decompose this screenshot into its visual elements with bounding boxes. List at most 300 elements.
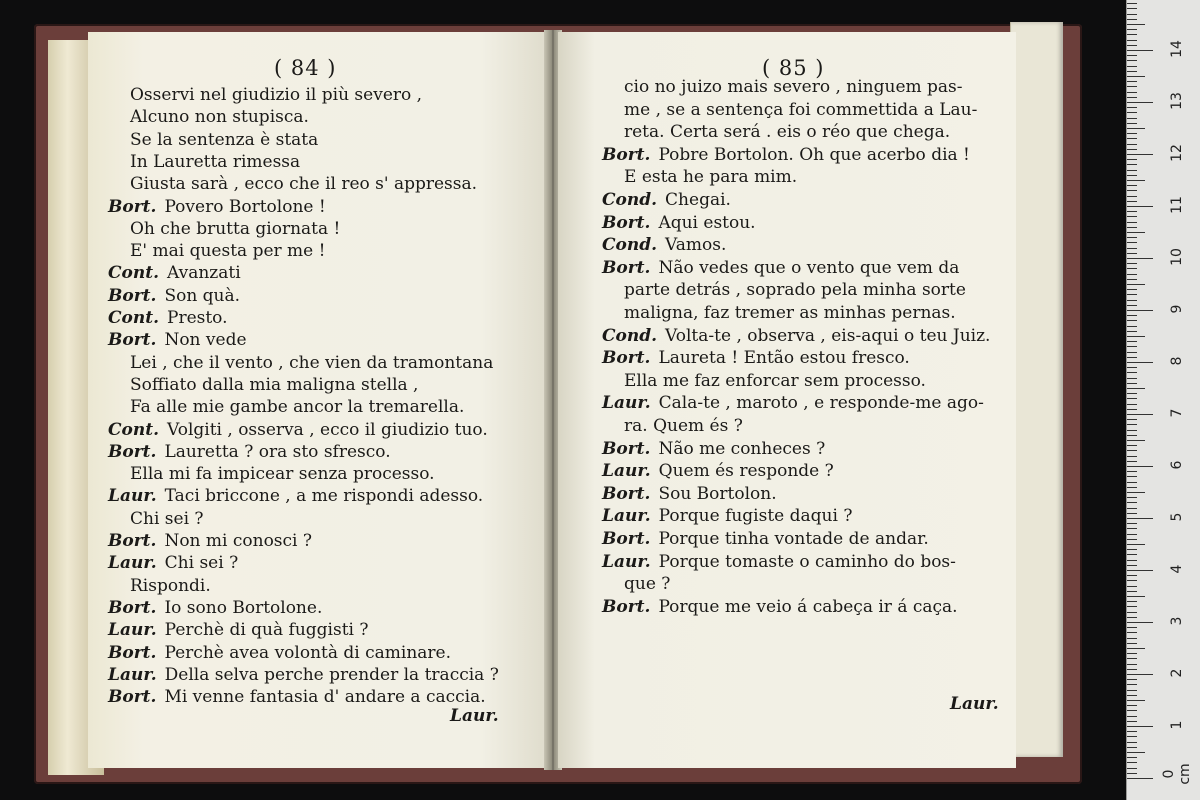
- ruler-tick: [1127, 612, 1137, 613]
- line-text: Chi sei ?: [164, 553, 239, 574]
- ruler-tick: [1127, 606, 1137, 607]
- ruler-tick: [1127, 34, 1137, 35]
- ruler-tick: [1127, 664, 1137, 665]
- ruler-tick: [1127, 112, 1137, 113]
- ruler-tick: [1127, 185, 1137, 186]
- line-text: Pobre Bortolon. Oh que acerbo dia !: [658, 144, 970, 165]
- line-text: Son quà.: [164, 285, 241, 306]
- line-text: Chegai.: [665, 190, 731, 210]
- speaker-label: Bort.: [602, 257, 651, 278]
- speaker-label: Cond.: [602, 235, 658, 256]
- line-text: Laureta ! Então estou fresco.: [658, 348, 910, 369]
- ruler-tick: [1127, 513, 1137, 514]
- text-line: [108, 530, 312, 552]
- line-text: Non vede: [164, 330, 247, 351]
- line-text: Ella mi fa impicear senza processo.: [130, 464, 435, 485]
- text-line: [108, 642, 451, 664]
- text-line: [130, 218, 340, 240]
- speaker-label: Laur.: [602, 506, 651, 527]
- line-text: Cala-te , maroto , e responde-me ago-: [658, 393, 984, 414]
- ruler-number: 2: [1169, 668, 1185, 678]
- text-line: [602, 325, 990, 347]
- speaker-label: Bort.: [602, 212, 651, 233]
- ruler-tick: [1127, 466, 1153, 467]
- text-line: [602, 505, 852, 527]
- line-text: Rispondi.: [130, 575, 211, 596]
- text-line: [130, 173, 477, 195]
- ruler-tick: [1127, 24, 1145, 25]
- ruler-tick: [1127, 289, 1137, 290]
- right-page-number: ( 85 ): [762, 56, 825, 80]
- speaker-label: Bort.: [108, 531, 157, 551]
- speaker-label: Laur.: [108, 620, 157, 641]
- text-line: [602, 392, 984, 414]
- text-line: [624, 76, 963, 98]
- text-line: [108, 262, 241, 284]
- ruler-tick: [1127, 159, 1137, 160]
- ruler-tick: [1127, 409, 1137, 410]
- ruler-tick: [1127, 133, 1137, 134]
- ruler-tick: [1127, 310, 1153, 311]
- line-text: Osservi nel giudizio il più severo ,: [130, 85, 423, 105]
- ruler-tick: [1127, 419, 1137, 420]
- ruler-tick: [1127, 253, 1137, 254]
- line-text: Volgiti , osserva , ecco il giudizio tuo.: [167, 419, 488, 440]
- ruler-tick: [1127, 768, 1137, 769]
- line-text: cio no juizo mais severo , ninguem pas-: [624, 77, 963, 97]
- text-line: [602, 528, 929, 550]
- ruler-number: 1: [1169, 720, 1185, 730]
- text-line: [108, 664, 499, 686]
- ruler-tick: [1127, 102, 1153, 103]
- ruler-tick: [1127, 482, 1137, 483]
- ruler-tick: [1127, 144, 1137, 145]
- speaker-label: Bort.: [602, 529, 651, 549]
- ruler-tick: [1127, 747, 1137, 748]
- line-text: E' mai questa per me !: [130, 241, 326, 262]
- ruler-tick: [1127, 643, 1137, 644]
- ruler-tick: [1127, 658, 1137, 659]
- text-line: [602, 189, 731, 211]
- ruler-tick: [1127, 690, 1137, 691]
- ruler-tick: [1127, 320, 1137, 321]
- ruler-tick: [1127, 762, 1137, 763]
- line-text: Sou Bortolon.: [658, 483, 777, 504]
- text-line: [130, 84, 422, 106]
- ruler-tick: [1127, 92, 1137, 93]
- line-text: Presto.: [167, 308, 228, 328]
- speaker-label: Bort.: [108, 330, 157, 351]
- ruler-tick: [1127, 284, 1145, 285]
- text-line: [130, 240, 325, 262]
- ruler-tick: [1127, 14, 1137, 15]
- ruler-tick: [1127, 86, 1137, 87]
- ruler-tick: [1127, 315, 1137, 316]
- left-catchword: Laur.: [450, 706, 499, 726]
- ruler-tick: [1127, 336, 1145, 337]
- ruler-tick: [1127, 638, 1137, 639]
- text-line: [108, 419, 488, 441]
- text-line: [108, 307, 228, 329]
- ruler-tick: [1127, 669, 1137, 670]
- ruler-tick: [1127, 560, 1137, 561]
- ruler-tick: [1127, 502, 1137, 503]
- ruler-tick: [1127, 331, 1137, 332]
- ruler-tick: [1127, 497, 1137, 498]
- ruler-number: 12: [1169, 144, 1185, 162]
- text-line: [602, 483, 777, 505]
- ruler-number: 5: [1169, 512, 1185, 522]
- line-text: In Lauretta rimessa: [130, 151, 301, 172]
- text-line: [108, 619, 369, 641]
- ruler-number: 7: [1169, 408, 1185, 418]
- ruler-tick: [1127, 71, 1137, 72]
- ruler-tick: [1127, 352, 1137, 353]
- text-line: [108, 485, 483, 507]
- ruler-tick: [1127, 508, 1137, 509]
- ruler-number: 9: [1169, 304, 1185, 314]
- ruler-tick: [1127, 565, 1137, 566]
- text-line: [130, 508, 204, 530]
- text-line: [602, 551, 956, 573]
- ruler-tick: [1127, 404, 1137, 405]
- ruler-tick: [1127, 586, 1137, 587]
- ruler-tick: [1127, 8, 1137, 9]
- text-line: [624, 415, 743, 437]
- line-text: Volta-te , observa , eis-aqui o teu Juiz.: [665, 325, 991, 346]
- speaker-label: Bort.: [602, 348, 651, 369]
- ruler-tick: [1127, 721, 1137, 722]
- line-text: Non mi conosci ?: [164, 531, 313, 551]
- ruler-tick: [1127, 45, 1137, 46]
- line-text: que ?: [624, 574, 671, 595]
- ruler-tick: [1127, 684, 1137, 685]
- speaker-label: Cont.: [108, 419, 159, 440]
- ruler-tick: [1127, 305, 1137, 306]
- ruler-tick: [1127, 544, 1145, 545]
- ruler-tick: [1127, 716, 1137, 717]
- speaker-label: Bort.: [108, 285, 157, 306]
- line-text: reta. Certa será . eis o réo que chega.: [624, 122, 951, 143]
- ruler-tick: [1127, 492, 1145, 493]
- ruler-tick: [1127, 648, 1145, 649]
- line-text: Lei , che il vento , che vien da tramontana: [130, 352, 494, 373]
- ruler-number: 6: [1169, 460, 1185, 470]
- ruler-tick: [1127, 414, 1153, 415]
- line-text: Giusta sarà , ecco che il reo s' appressa.: [130, 174, 478, 195]
- left-page-number: ( 84 ): [274, 56, 337, 80]
- ruler-tick: [1127, 170, 1137, 171]
- ruler-tick: [1127, 341, 1137, 342]
- ruler-tick: [1127, 450, 1137, 451]
- ruler-tick: [1127, 674, 1153, 675]
- text-line: [130, 106, 309, 128]
- ruler-tick: [1127, 726, 1153, 727]
- ruler-tick: [1127, 97, 1137, 98]
- ruler-number: 10: [1169, 248, 1185, 266]
- ruler-tick: [1127, 66, 1137, 67]
- ruler-tick: [1127, 736, 1137, 737]
- ruler-tick: [1127, 617, 1137, 618]
- ruler-tick: [1127, 596, 1145, 597]
- speaker-label: Bort.: [108, 687, 157, 708]
- speaker-label: Bort.: [602, 483, 651, 504]
- ruler-tick: [1127, 398, 1137, 399]
- ruler-tick: [1127, 757, 1137, 758]
- line-text: maligna, faz tremer as minhas pernas.: [624, 303, 956, 323]
- text-line: [108, 552, 238, 574]
- ruler-tick: [1127, 710, 1137, 711]
- line-text: Porque tinha vontade de andar.: [658, 529, 929, 549]
- ruler-tick: [1127, 60, 1137, 61]
- text-line: [624, 121, 950, 143]
- text-line: [624, 279, 966, 301]
- text-line: [108, 285, 240, 307]
- ruler-tick: [1127, 258, 1153, 259]
- ruler-number: 13: [1169, 92, 1185, 110]
- ruler-tick: [1127, 487, 1137, 488]
- line-text: Ella me faz enforcar sem processo.: [624, 370, 926, 391]
- ruler-tick: [1127, 700, 1145, 701]
- ruler-tick: [1127, 575, 1137, 576]
- text-line: [624, 99, 977, 121]
- ruler-tick: [1127, 695, 1137, 696]
- speaker-label: Laur.: [108, 486, 157, 507]
- text-line: [624, 166, 797, 188]
- ruler-tick: [1127, 55, 1137, 56]
- ruler-tick: [1127, 378, 1137, 379]
- ruler-tick: [1127, 393, 1137, 394]
- ruler-tick: [1127, 632, 1137, 633]
- line-text: Chi sei ?: [130, 508, 204, 529]
- ruler-tick: [1127, 175, 1137, 176]
- line-text: Se la sentenza è stata: [130, 129, 319, 150]
- speaker-label: Bort.: [108, 441, 157, 462]
- ruler-tick: [1127, 279, 1137, 280]
- ruler-tick: [1127, 294, 1137, 295]
- ruler-tick: [1127, 461, 1137, 462]
- line-text: Fa alle mie gambe ancor la tremarella.: [130, 397, 465, 418]
- ruler-tick: [1127, 372, 1137, 373]
- line-text: Perchè avea volontà di caminare.: [164, 642, 452, 663]
- ruler-tick: [1127, 346, 1137, 347]
- ruler-tick: [1127, 138, 1137, 139]
- speaker-label: Bort.: [108, 597, 157, 618]
- text-line: [602, 596, 958, 618]
- ruler-tick: [1127, 40, 1137, 41]
- ruler-tick: [1127, 232, 1145, 233]
- text-line: [108, 329, 247, 351]
- ruler-tick: [1127, 580, 1137, 581]
- ruler-tick: [1127, 274, 1137, 275]
- ruler-tick: [1127, 752, 1145, 753]
- line-text: Lauretta ? ora sto sfresco.: [164, 441, 391, 462]
- ruler-tick: [1127, 362, 1153, 363]
- line-text: Taci briccone , a me rispondi adesso.: [164, 486, 484, 507]
- ruler-tick: [1127, 679, 1137, 680]
- speaker-label: Bort.: [602, 144, 651, 165]
- ruler-tick: [1127, 216, 1137, 217]
- line-text: Avanzati: [167, 263, 241, 284]
- ruler-number: 11: [1169, 196, 1185, 214]
- text-line: [130, 151, 300, 173]
- ruler-tick: [1127, 196, 1137, 197]
- text-line: [602, 347, 910, 369]
- ruler-tick: [1127, 180, 1145, 181]
- ruler-tick: [1127, 383, 1137, 384]
- line-text: Porque me veio á cabeça ir á caça.: [658, 596, 958, 617]
- ruler-tick: [1127, 742, 1137, 743]
- ruler-tick: [1127, 128, 1145, 129]
- text-line: [130, 396, 464, 418]
- text-line: [130, 129, 318, 151]
- ruler-tick: [1127, 653, 1137, 654]
- line-text: Povero Bortolone !: [164, 196, 326, 217]
- text-line: [108, 441, 391, 463]
- ruler-number: 14: [1169, 40, 1185, 58]
- ruler-tick: [1127, 123, 1137, 124]
- text-line: [602, 460, 834, 482]
- ruler-tick: [1127, 456, 1137, 457]
- text-line: [602, 438, 825, 460]
- right-catchword: Laur.: [950, 694, 999, 714]
- speaker-label: Cont.: [108, 263, 159, 284]
- text-line: [130, 575, 211, 597]
- line-text: Della selva perche prender la traccia ?: [164, 664, 499, 685]
- line-text: ra. Quem és ?: [624, 416, 743, 436]
- ruler-tick: [1127, 367, 1137, 368]
- text-line: [108, 597, 322, 619]
- ruler-tick: [1127, 539, 1137, 540]
- line-text: Vamos.: [665, 235, 727, 256]
- ruler-tick: [1127, 326, 1137, 327]
- speaker-label: Bort.: [602, 438, 651, 459]
- ruler-tick: [1127, 3, 1137, 4]
- line-text: Mi venne fantasia d' andare a caccia.: [164, 687, 486, 708]
- speaker-label: Laur.: [602, 551, 651, 572]
- line-text: Não vedes que o vento que vem da: [658, 257, 960, 278]
- speaker-label: Cont.: [108, 308, 159, 328]
- right-page: [558, 32, 1016, 768]
- line-text: Soffiato dalla mia maligna stella ,: [130, 374, 419, 395]
- ruler-tick: [1127, 476, 1137, 477]
- text-line: [624, 302, 956, 324]
- ruler-tick: [1127, 190, 1137, 191]
- line-text: Porque fugiste daqui ?: [658, 506, 853, 527]
- ruler-tick: [1127, 50, 1153, 51]
- ruler-tick: [1127, 227, 1137, 228]
- line-text: parte detrás , soprado pela minha sorte: [624, 280, 966, 301]
- ruler-tick: [1127, 237, 1137, 238]
- line-text: Alcuno non stupisca.: [130, 107, 309, 128]
- ruler-tick: [1127, 570, 1153, 571]
- ruler-tick: [1127, 76, 1145, 77]
- ruler-tick: [1127, 705, 1137, 706]
- ruler-tick: [1127, 81, 1137, 82]
- ruler-tick: [1127, 263, 1137, 264]
- ruler-tick: [1127, 300, 1137, 301]
- ruler-number: 8: [1169, 356, 1185, 366]
- line-text: Oh che brutta giornata !: [130, 218, 341, 239]
- ruler-tick: [1127, 591, 1137, 592]
- left-page: [88, 32, 550, 768]
- speaker-label: Laur.: [108, 553, 157, 574]
- text-line: [130, 463, 435, 485]
- ruler-tick: [1127, 435, 1137, 436]
- line-text: Porque tomaste o caminho do bos-: [658, 551, 956, 572]
- text-line: [602, 257, 959, 279]
- measuring-ruler: [1126, 0, 1200, 800]
- ruler-tick: [1127, 430, 1137, 431]
- ruler-tick: [1127, 211, 1137, 212]
- ruler-tick: [1127, 440, 1145, 441]
- line-text: Não me conheces ?: [658, 438, 826, 459]
- ruler-tick: [1127, 248, 1137, 249]
- speaker-label: Laur.: [108, 664, 157, 685]
- ruler-tick: [1127, 731, 1137, 732]
- ruler-tick: [1127, 222, 1137, 223]
- ruler-tick: [1127, 601, 1137, 602]
- speaker-label: Bort.: [108, 196, 157, 217]
- text-line: [130, 374, 418, 396]
- ruler-tick: [1127, 778, 1153, 779]
- ruler-tick: [1127, 528, 1137, 529]
- ruler-unit-label: 0 cm: [1161, 763, 1193, 785]
- speaker-label: Laur.: [602, 393, 651, 414]
- text-line: [108, 686, 486, 708]
- ruler-tick: [1127, 773, 1137, 774]
- ruler-tick: [1127, 549, 1137, 550]
- ruler-tick: [1127, 164, 1137, 165]
- line-text: E esta he para mim.: [624, 167, 798, 188]
- text-line: [130, 352, 493, 374]
- ruler-tick: [1127, 268, 1137, 269]
- line-text: Quem és responde ?: [658, 461, 834, 482]
- ruler-tick: [1127, 29, 1137, 30]
- text-line: [624, 573, 670, 595]
- ruler-tick: [1127, 627, 1137, 628]
- ruler-tick: [1127, 471, 1137, 472]
- ruler-tick: [1127, 357, 1137, 358]
- speaker-label: Cond.: [602, 325, 658, 346]
- line-text: Aqui estou.: [658, 212, 756, 233]
- ruler-tick: [1127, 554, 1137, 555]
- book-page-edges-right: [1010, 22, 1063, 757]
- ruler-number: 4: [1169, 564, 1185, 574]
- speaker-label: Cond.: [602, 190, 658, 210]
- speaker-label: Laur.: [602, 461, 651, 482]
- ruler-tick: [1127, 19, 1137, 20]
- line-text: Perchè di quà fuggisti ?: [164, 620, 369, 641]
- ruler-number: 3: [1169, 616, 1185, 626]
- speaker-label: Bort.: [108, 642, 157, 663]
- ruler-tick: [1127, 622, 1153, 623]
- ruler-tick: [1127, 154, 1153, 155]
- text-line: [602, 234, 726, 256]
- ruler-tick: [1127, 149, 1137, 150]
- text-line: [108, 196, 326, 218]
- ruler-tick: [1127, 534, 1137, 535]
- ruler-tick: [1127, 523, 1137, 524]
- ruler-tick: [1127, 206, 1153, 207]
- ruler-tick: [1127, 201, 1137, 202]
- text-line: [602, 144, 970, 166]
- ruler-tick: [1127, 118, 1137, 119]
- text-line: [624, 370, 926, 392]
- ruler-tick: [1127, 107, 1137, 108]
- ruler-tick: [1127, 242, 1137, 243]
- ruler-tick: [1127, 445, 1137, 446]
